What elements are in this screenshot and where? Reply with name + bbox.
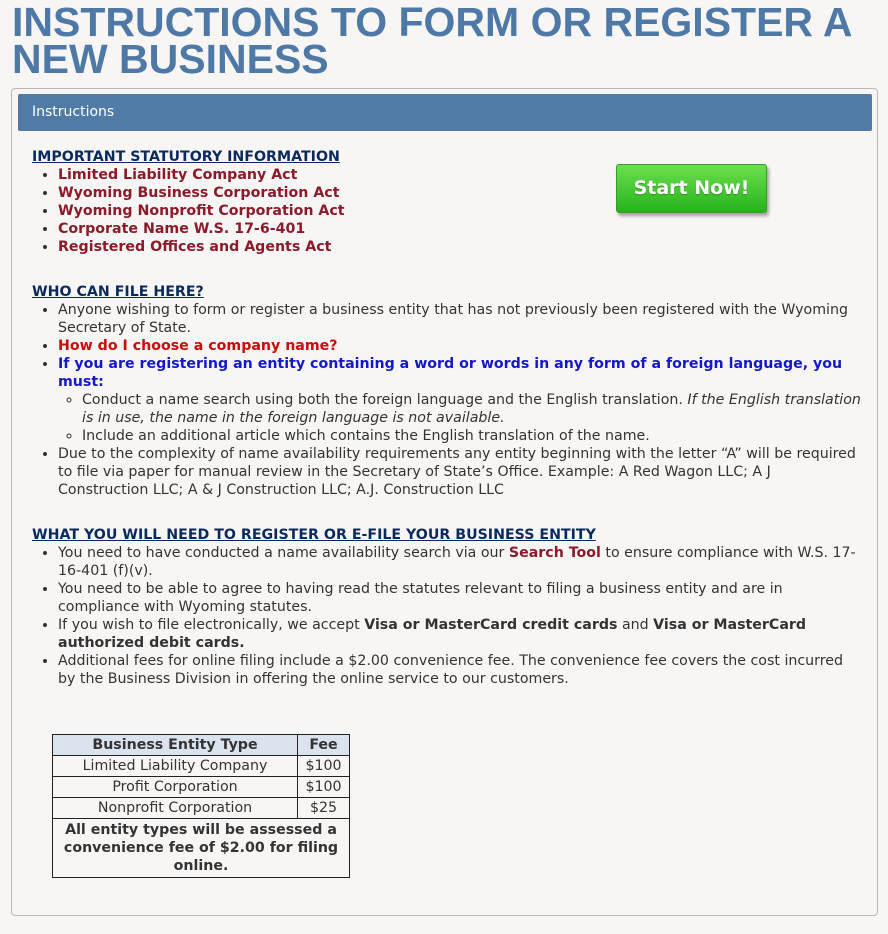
entity-type-cell: Nonprofit Corporation: [53, 798, 298, 819]
statute-link-llc[interactable]: • Limited Liability Company Act: [58, 166, 862, 184]
table-row: [53, 819, 350, 878]
instructions-panel: [11, 88, 878, 916]
need-title: WHAT YOU WILL NEED TO REGISTER OR E-FILE YOUR BUSINESS ENTITY: [32, 527, 596, 543]
panel-header: Instructions: [18, 94, 872, 131]
fee-table: [52, 734, 350, 878]
foreign-language-sublist: [58, 391, 862, 445]
list-item: • If you are registering an entity containing a word or words in any form of a foreign language, you must: ◦ Conduct a name search using both the foreign language and the English translation. If the English translation is in use, the name in the foreign language is not available. ◦ Include an additional article which contains the English translation of the name.: [58, 355, 862, 445]
list-item: • You need to have conducted a name availability search via our Search Tool to ensure compliance with W.S. 17-16-401 (f)(v).: [58, 544, 862, 580]
need-section: [32, 526, 862, 688]
fee-cell: $25: [298, 798, 350, 819]
column-header-entity-type: Business Entity Type: [53, 735, 298, 756]
list-item: • If you wish to file electronically, we accept Visa or MasterCard credit cards and Visa or MasterCard authorized debit cards.: [58, 616, 862, 652]
entity-type-cell: Limited Liability Company: [53, 756, 298, 777]
list-item: • Additional fees for online filing include a $2.00 convenience fee. The convenience fee covers the cost incurred by the Business Division in offering the online service to our customers.: [58, 652, 862, 688]
who-list: [32, 301, 862, 499]
list-item: • Due to the complexity of name availability requirements any entity beginning with the letter “A” will be required to file via paper for manual review in the Secretary of State’s Office. Example: A Red Wagon LLC; A J Construction LLC; A & J Construction LLC; A.J. Construction LLC: [58, 445, 862, 499]
list-item: • Anyone wishing to form or register a business entity that has not previously been registered with the Wyoming Secretary of State.: [58, 301, 862, 337]
who-title: WHO CAN FILE HERE?: [32, 284, 204, 300]
fee-cell: $100: [298, 756, 350, 777]
statute-link-nonprofit-corp[interactable]: • Wyoming Nonprofit Corporation Act: [58, 202, 862, 220]
fee-cell: $100: [298, 777, 350, 798]
need-list: [32, 544, 862, 688]
statutory-list: [32, 166, 862, 256]
table-row: [53, 798, 350, 819]
choose-name-link[interactable]: • How do I choose a company name?: [58, 337, 862, 355]
statute-link-business-corp[interactable]: • Wyoming Business Corporation Act: [58, 184, 862, 202]
list-item: ◦ Include an additional article which contains the English translation of the name.: [82, 427, 862, 445]
statute-link-registered-agents[interactable]: • Registered Offices and Agents Act: [58, 238, 862, 256]
statutory-title: IMPORTANT STATUTORY INFORMATION: [32, 149, 340, 165]
search-tool-link[interactable]: Search Tool: [508, 545, 601, 561]
table-header-row: [53, 735, 350, 756]
statute-link-corporate-name[interactable]: • Corporate Name W.S. 17-6-401: [58, 220, 862, 238]
table-row: [53, 777, 350, 798]
who-section: [32, 283, 862, 499]
start-now-button[interactable]: Start Now!: [616, 164, 767, 213]
convenience-fee-note: All entity types will be assessed a convenience fee of $2.00 for filing online.: [53, 819, 350, 878]
entity-type-cell: Profit Corporation: [53, 777, 298, 798]
page-title: INSTRUCTIONS TO FORM OR REGISTER A NEW BUSINESS: [12, 0, 851, 82]
list-item: ◦ Conduct a name search using both the foreign language and the English translation. If the English translation is in use, the name in the foreign language is not available.: [82, 391, 862, 427]
statutory-section: [32, 148, 862, 256]
list-item: • You need to be able to agree to having read the statutes relevant to filing a business entity and are in compliance with Wyoming statutes.: [58, 580, 862, 616]
table-row: [53, 756, 350, 777]
column-header-fee: Fee: [298, 735, 350, 756]
